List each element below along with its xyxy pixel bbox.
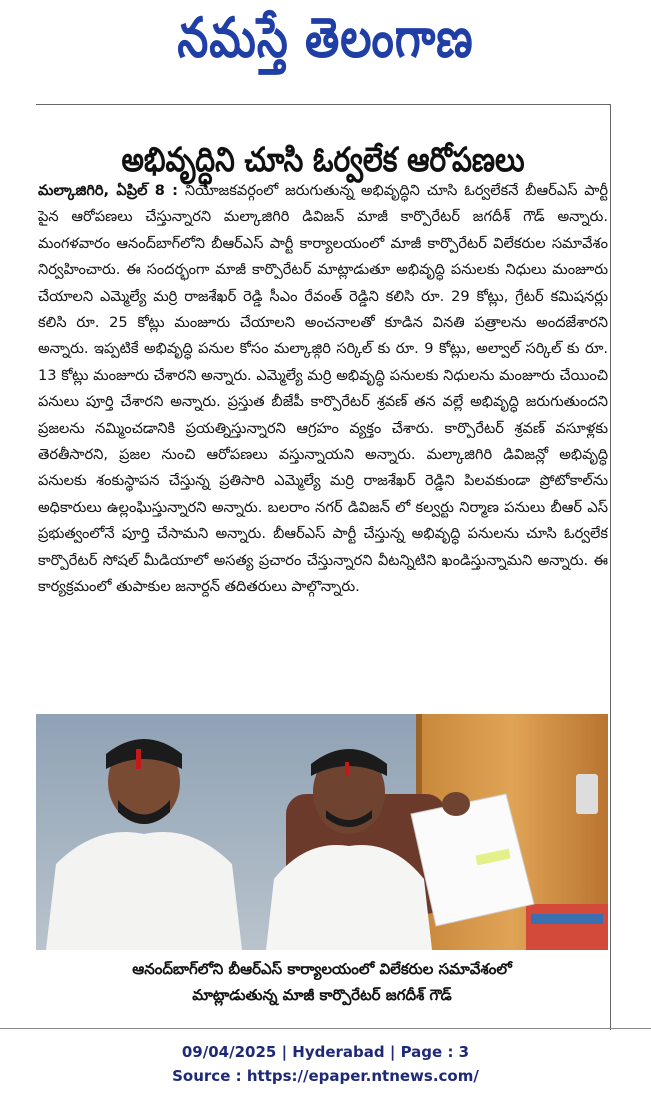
newspaper-logo-title: నమస్తే తెలంగాణ <box>177 6 474 71</box>
article-dateline: మల్కాజిగిరి, ఏప్రిల్ 8 : <box>38 182 178 199</box>
footer-source: Source : https://epaper.ntnews.com/ <box>172 1067 479 1085</box>
photo-caption-line-2: మాట్లాడుతున్న మాజీ కార్పొరేటర్ జగదీశ్ గౌడ్ <box>192 986 452 1004</box>
footer-separator: | <box>389 1043 396 1061</box>
footer-city: Hyderabad <box>292 1043 385 1061</box>
footer-date: 09/04/2025 <box>181 1043 277 1061</box>
page-footer <box>0 1040 651 1090</box>
footer-edition-line <box>0 1040 651 1064</box>
right-divider <box>610 104 611 1030</box>
article-headline: అభివృద్ధిని చూసి ఓర్వలేక ఆరోపణలు <box>121 139 525 180</box>
bottom-divider <box>0 1028 651 1029</box>
photo-caption <box>36 950 608 1014</box>
footer-page: Page : 3 <box>400 1043 470 1061</box>
article-photo <box>36 714 608 950</box>
press-meet-photo-illustration <box>36 714 608 950</box>
article-body <box>38 178 608 706</box>
article-body-text: నియోజకవర్గంలో జరుగుతున్న అభివృద్ధిని చూసి ఓర్వలేకనే బీఆర్ఎస్ పార్టీ పైన ఆరోపణలు చేస్తున్నారని మల్కాజిగిరి డివిజన్ మాజీ కార్పొరేటర్ జగదీశ్ గౌడ్ అన్నారు. మంగళవారం ఆనంద్‌బాగ్‌లోని బీఆర్ఎస్ పార్టీ కార్యాలయంలో మాజీ కార్పొరేటర్ విలేకరుల సమావేశం నిర్వహించారు. ఈ సందర్భంగా మాజీ కార్పొరేటర్ మాట్లాడుతూ అభివృద్ధి పనులకు నిధులు మంజూరు చేయాలని ఎమ్మెల్యే మర్రి రాజశేఖర్ రెడ్డి సీఎం రేవంత్ రెడ్డిని కలిసి రూ. 29 కోట్లు, గ్రేటర్ కమిషనర్లు కలిసి రూ. 25 కోట్లు మంజూరు చేయాలని అంచనాలతో కూడిన వినతి పత్రాలను అందజేశారని అన్నారు. ఇప్పటికే అభివృద్ధి పనుల కోసం మల్కాజ్గిరి సర్కిల్ కు రూ. 9 కోట్లు, అల్వాల్ సర్కిల్ కు రూ. 13 కోట్లు మంజూరు చేశారని అన్నారు. ఎమ్మెల్యే మర్రి అభివృద్ధి పనులకు నిధులను మంజూరు చేయించి పనులు పూర్తి చేశారని అన్నారు. ప్రస్తుత బీజేపీ కార్పొరేటర్ శ్రవణ్ తన వల్లే అభివృద్ధి జరుగుతుందని ప్రజలను నమ్మించడానికి ప్రయత్నిస్తున్నారని ఆగ్రహం వ్యక్తం చేశారు. కార్పొరేటర్ శ్రవణ్ వసూళ్లకు తెరతీసారని, ప్రజల నుంచి ఆరోపణలు వస్తున్నాయని అన్నారు. మల్కాజిగిరి డివిజన్లో అభివృద్ధి పనులకు శంకుస్థాపన చేస్తున్న ప్రతిసారి ఎమ్మెల్యే మర్రి రాజశేఖర్ రెడ్డిని పిలవకుండా ప్రోటోకాల్‌ను అధికారులు ఉల్లంఘిస్తున్నారని అన్నారు. బలరాం నగర్ డివిజన్ లో కల్వర్టు నిర్మాణ పనులు బీఆర్ ఎస్ ప్రభుత్వంలోనే పూర్తి చేసామని అన్నారు. బీఆర్ఎస్ పార్టీ చేస్తున్న అభివృద్ధి పనులను చూసి ఓర్వలేక కార్పొరేటర్ సోషల్ మీడియాలో అసత్య ప్రచారం చేస్తున్నారని వీటన్నిటిని ఖండిస్తున్నామని అన్నారు. ఈ కార్యక్రమంలో తుపాకుల జనార్దన్ తదితరులు పాల్గొన్నారు. <box>38 182 608 596</box>
footer-separator: | <box>281 1043 288 1061</box>
top-divider <box>36 104 610 105</box>
masthead <box>0 0 651 78</box>
photo-caption-line-1: ఆనంద్‌బాగ్‌లోని బీఆర్ఎస్ కార్యాలయంలో విలేకరుల సమావేశంలో <box>132 960 512 978</box>
